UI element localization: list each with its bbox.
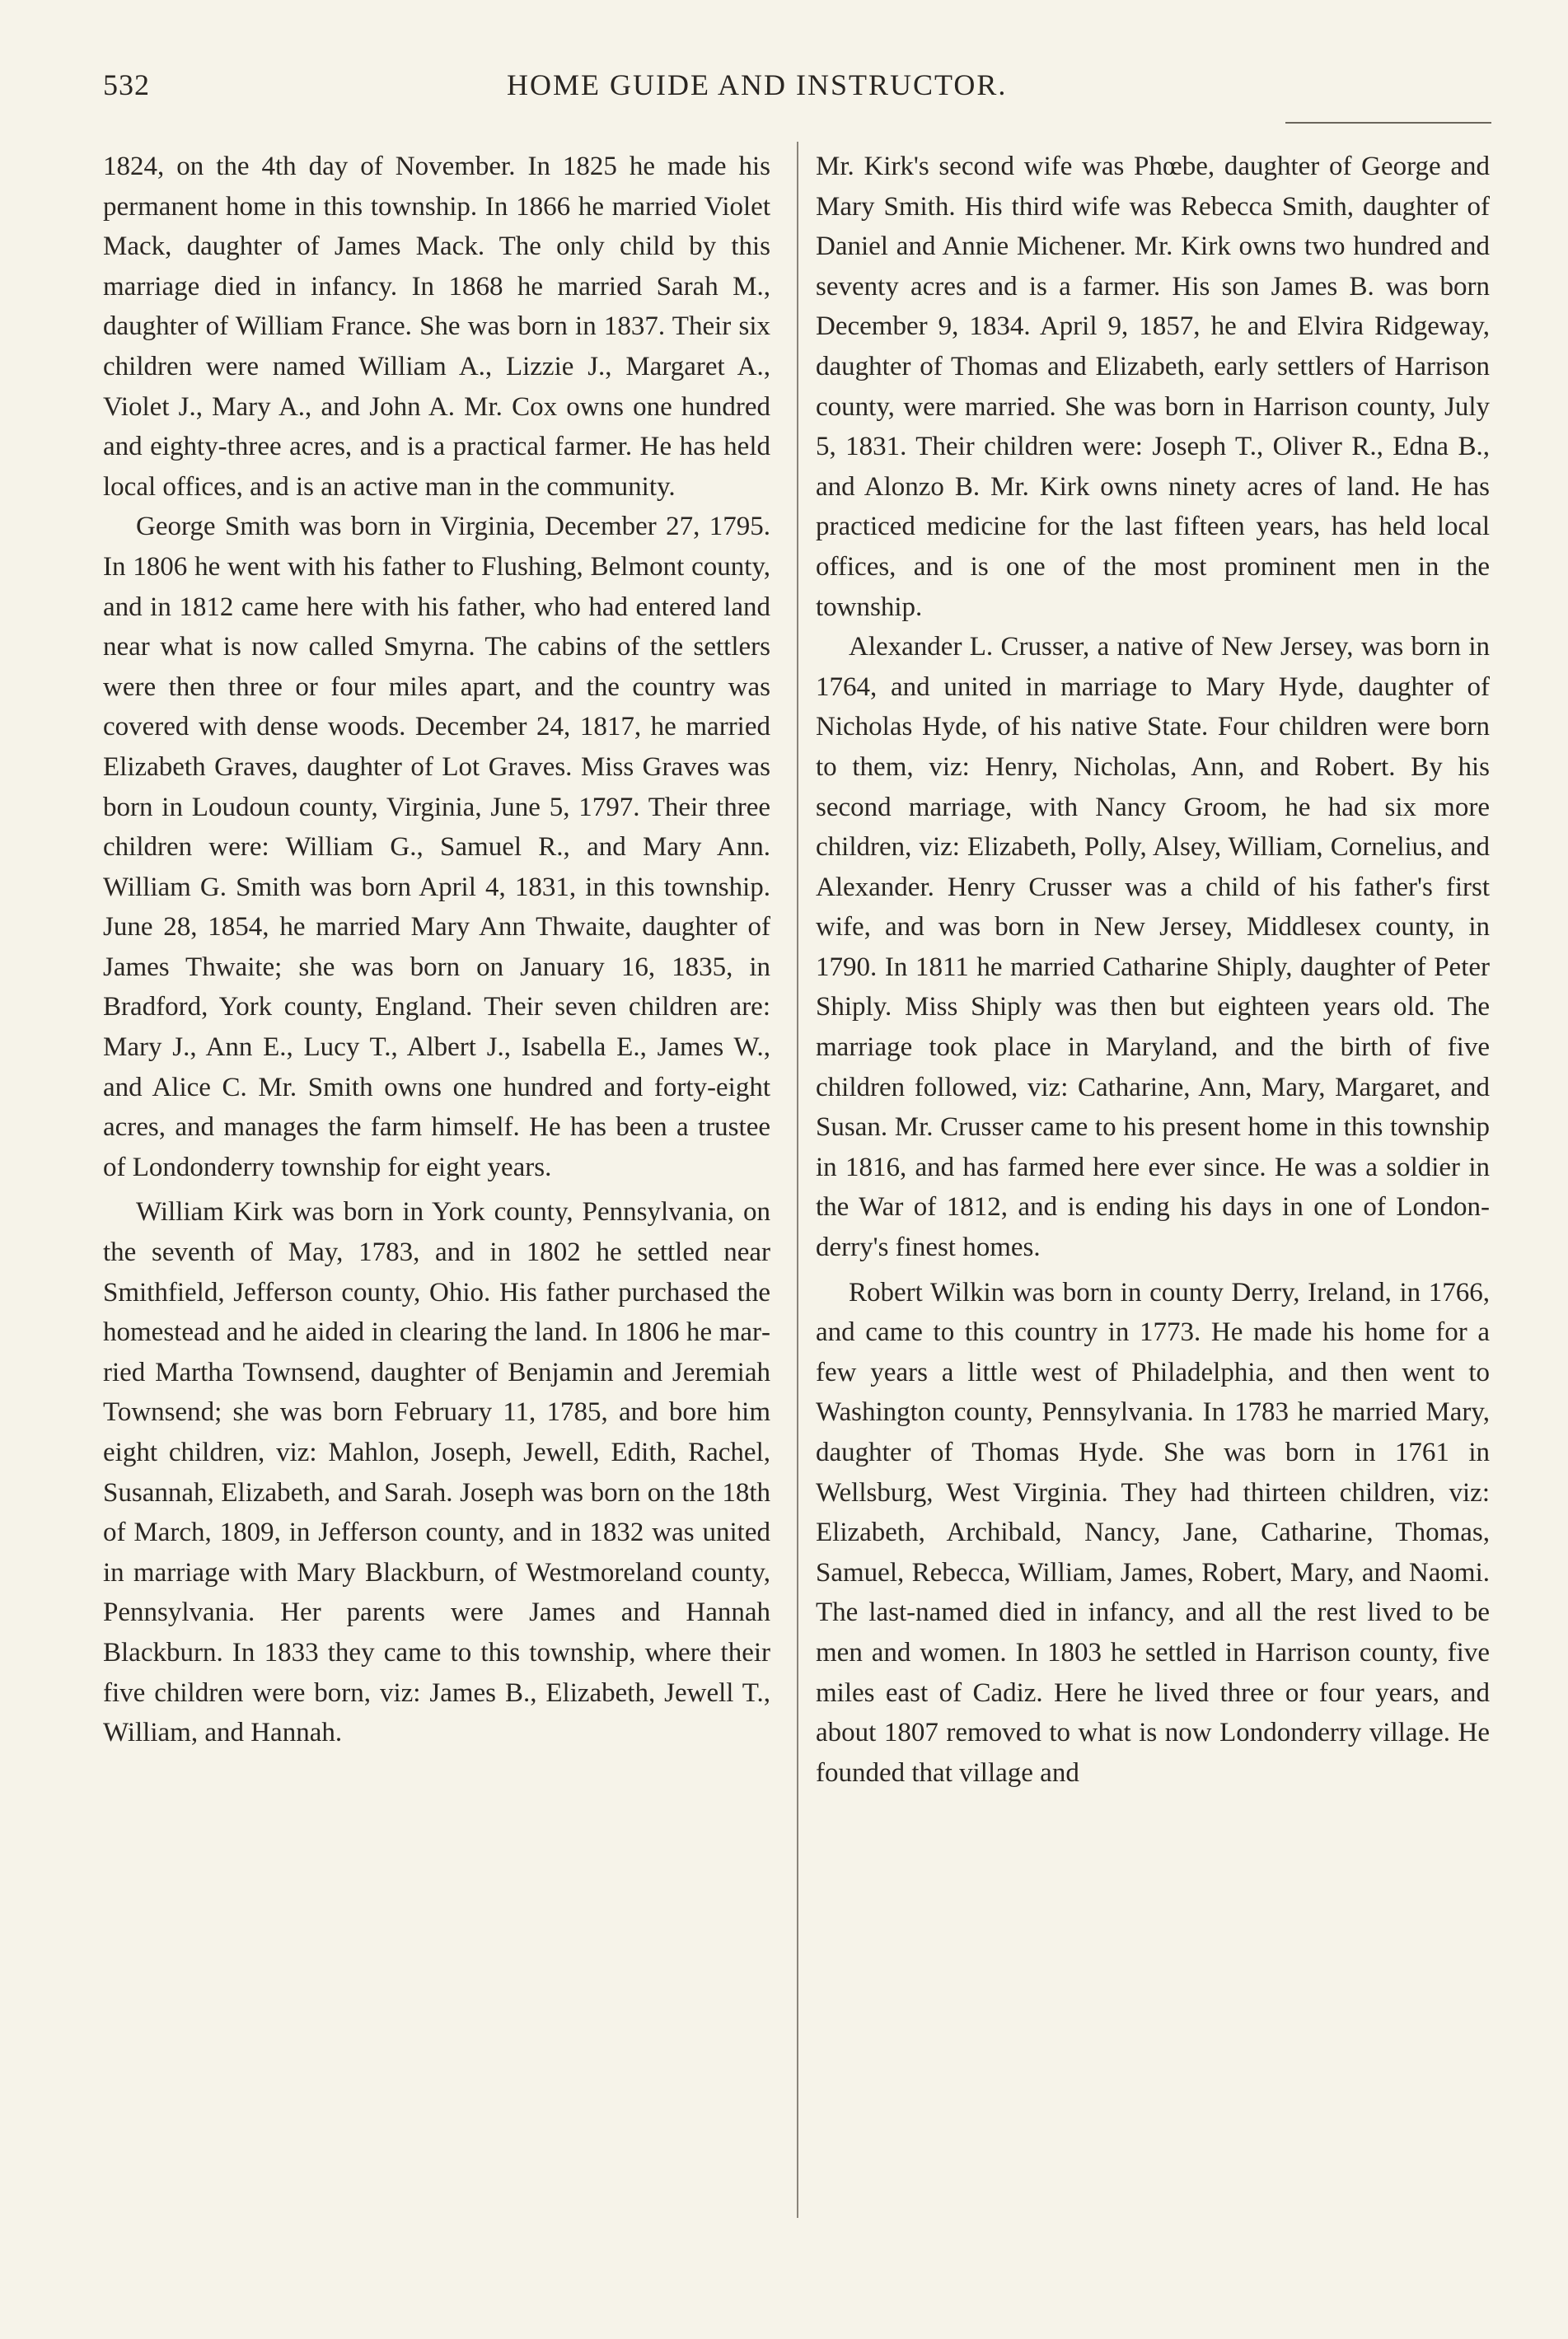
page-header (103, 68, 1495, 109)
right-column (816, 147, 1490, 1793)
paragraph-george-smith: George Smith was born in Virginia, December 27, 1795. In 1806 he went with his father to Flushing, Belmont county, and in 1812 came here with his father, who had entered land near what is now called Smyrna. The cabins of the settlers were then three or four miles apart, and the country was covered with dense woods. December 24, 1817, he married Elizabeth Graves, daughter of Lot Graves. Miss Graves was born in Loudoun county, Virginia, June 5, 1797. Their three children were: William G., Samuel R., and Mary Ann. William G. Smith was born April 4, 1831, in this township. June 28, 1854, he married Mary Ann Thwaite, daughter of James Thwaite; she was born on January 16, 1835, in Bradford, York county, England. Their seven children are: Mary J., Ann E., Lucy T., Albert J., Isabella E., James W., and Alice C. Mr. Smith owns one hundred and forty-eight acres, and manages the farm himself. He has been a trustee of Londonderry township for eight years. (103, 512, 770, 1182)
paragraph-kirk-continued: Mr. Kirk's second wife was Phœbe, daughter of George and Mary Smith. His third wife was Rebecca Smith, daughter of Daniel and Annie Michener. Mr. Kirk owns two hundred and seventy acres and is a farmer. His son James B. was born December 9, 1834. April 9, 1857, he and Elvira Ridgeway, daughter of Thomas and Elizabeth, early settlers of Harrison county, were married. She was born in Harrison county, July 5, 1831. Their children were: Joseph T., Oliver R., Edna B., and Alonzo B. Mr. Kirk owns ninety acres of land. He has practiced medicine for the last fifteen years, has held local offices, and is one of the most prominent men in the township. (816, 152, 1490, 622)
paragraph-robert-wilkin: Robert Wilkin was born in county Derry, Ireland, in 1766, and came to this country in 1773. He made his home for a few years a little west of Philadelphia, and then went to Washington county, Pennsylvania. In 1783 he married Mary, daughter of Thomas Hyde. She was born in 1761 in Wellsburg, West Virginia. They had thirteen children, viz: Elizabeth, Archibald, Nancy, Jane, Catharine, Thomas, Samuel, Rebecca, William, James, Robert, Mary, and Naomi. The last-named died in infancy, and all the rest lived to be men and women. In 1803 he settled in Harrison county, five miles east of Cadiz. Here he lived three or four years, and about 1807 removed to what is now Londonderry village. He founded that village and (816, 1277, 1490, 1788)
paragraph-alexander-crusser: Alexander L. Crusser, a native of New Jersey, was born in 1764, and united in marriage to Mary Hyde, daughter of Nicholas Hyde, of his native State. Four children were born to them, viz: Henry, Nicholas, Ann, and Robert. By his second marriage, with Nancy Groom, he had six more children, viz: Elizabeth, Polly, Alsey, William, Cornelius, and Alexander. Henry Crusser was a child of his father's first wife, and was born in New Jersey, Middlesex county, in 1790. In 1811 he married Catharine Shiply, daughter of Peter Shiply. Miss Shiply was then but eighteen years old. The marriage took place in Maryland, and the birth of five children followed, viz: Catharine, Ann, Mary, Margaret, and Susan. Mr. Crusser came to his present home in this township in 1816, and has farmed here ever since. He was a soldier in the War of 1812, and is ending his days in one of Londonderry's finest homes. (816, 632, 1490, 1263)
paragraph-william-kirk: William Kirk was born in York county, Pennsylvania, on the seventh of May, 1783, and in 1802 he settled near Smithfield, Jefferson county, Ohio. His father purchased the homestead and he aided in clearing the land. In 1806 he married Martha Townsend, daughter of Benjamin and Jeremiah Townsend; she was born February 11, 1785, and bore him eight children, viz: Mahlon, Joseph, Jewell, Edith, Rachel, Susannah, Elizabeth, and Sarah. Joseph was born on the 18th of March, 1809, in Jefferson county, and in 1832 was united in marriage with Mary Blackburn, of Westmoreland county, Pennsylvania. Her parents were James and Hannah Blackburn. In 1833 they came to this township, where their five children were born, viz: James B., Elizabeth, Jewell T., William, and Hannah. (103, 1197, 770, 1748)
page-number: 532 (103, 68, 150, 101)
left-column (103, 147, 770, 1753)
paragraph-cox-continued: 1824, on the 4th day of November. In 1825 he made his permanent home in this township. In 1866 he married Violet Mack, daughter of James Mack. The only child by this marriage died in infancy. In 1868 he married Sarah M., daughter of William France. She was born in 1837. Their six children were named William A., Lizzie J., Margaret A., Violet J., Mary A., and John A. Mr. Cox owns one hundred and eighty-three acres, and is a practical farmer. He has held local offices, and is an active man in the community. (103, 152, 770, 502)
header-rule (1285, 122, 1491, 124)
running-title: HOME GUIDE AND INSTRUCTOR. (507, 68, 1008, 101)
column-divider (797, 142, 798, 2218)
